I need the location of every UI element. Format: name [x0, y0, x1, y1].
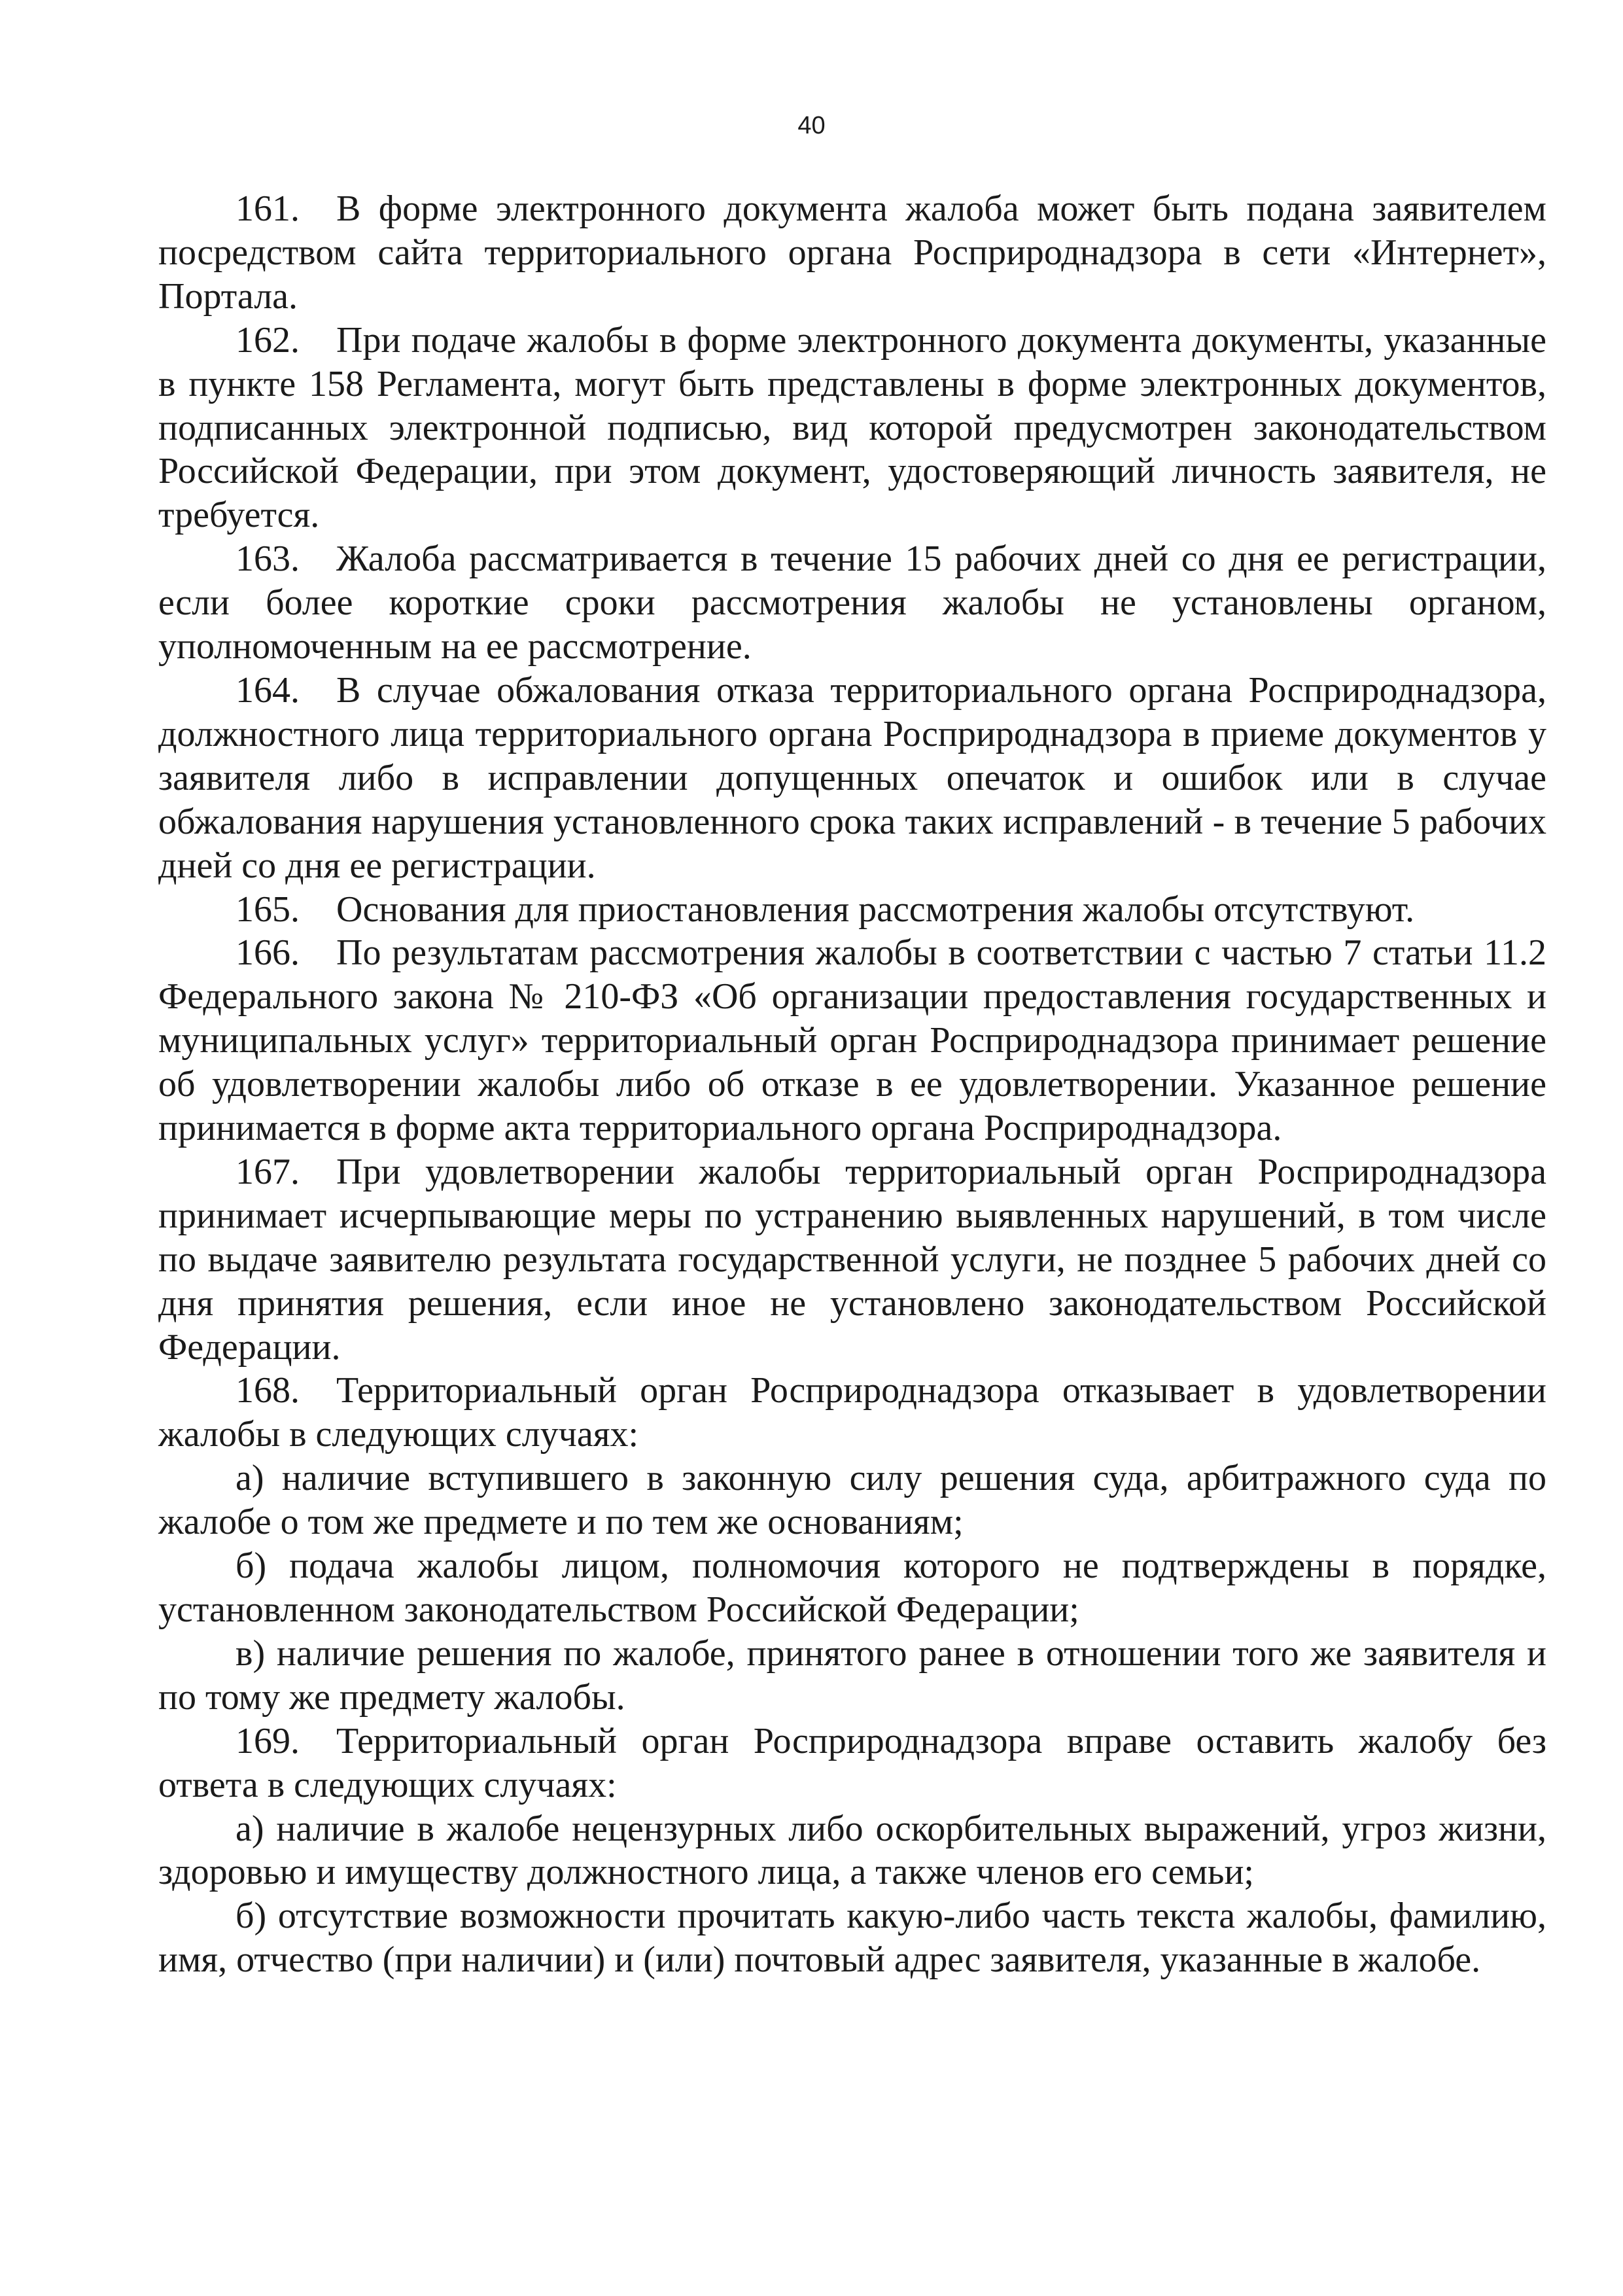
paragraph-169: 169. Территориальный орган Росприроднадзора вправе оставить жалобу без ответа в следующих случаях: [158, 1720, 1546, 1805]
paragraph-161: 161. В форме электронного документа жалоба может быть подана заявителем посредством сайта территориального органа Росприроднадзора в сети «Интернет», Портала. [158, 188, 1546, 317]
paragraph-169-b: б) отсутствие возможности прочитать какую-либо часть текста жалобы, фамилию, имя, отчество (при наличии) и (или) почтовый адрес заявителя, указанные в жалобе. [158, 1896, 1546, 1981]
paragraph-168-a: а) наличие вступившего в законную силу решения суда, арбитражного суда по жалобе о том же предмете и по тем же основаниям; [158, 1458, 1546, 1543]
page-number: 40 [797, 112, 826, 139]
document-body [158, 187, 1546, 1982]
paragraph-164: 164. В случае обжалования отказа территориального органа Росприроднадзора, должностного лица территориального органа Росприроднадзора в приеме документов у заявителя либо в исправлении допущенных опечаток и ошибок или в случае обжалования нарушения установленного срока таких исправлений - в течение 5 рабочих дней со дня ее регистрации. [158, 669, 1546, 886]
paragraph-162: 162. При подаче жалобы в форме электронного документа документы, указанные в пункте 158 Регламента, могут быть представлены в форме электронных документов, подписанных электронной подписью, вид которой предусмотрен законодательством Российской Федерации, при этом документ, удостоверяющий личность заявителя, не требуется. [158, 319, 1546, 536]
paragraph-168-b: б) подача жалобы лицом, полномочия которого не подтверждены в порядке, установленном законодательством Российской Федерации; [158, 1545, 1546, 1630]
paragraph-169-a: а) наличие в жалобе нецензурных либо оскорбительных выражений, угроз жизни, здоровью и имуществу должностного лица, а также членов его семьи; [158, 1808, 1546, 1893]
paragraph-168: 168. Территориальный орган Росприроднадзора отказывает в удовлетворении жалобы в следующих случаях: [158, 1370, 1546, 1455]
paragraph-168-v: в) наличие решения по жалобе, принятого ранее в отношении того же заявителя и по тому же предмету жалобы. [158, 1633, 1546, 1718]
paragraph-165: 165. Основания для приостановления рассмотрения жалобы отсутствуют. [236, 889, 1415, 930]
paragraph-166: 166. По результатам рассмотрения жалобы в соответствии с частью 7 статьи 11.2 Федерального закона № 210-ФЗ «Об организации предоставления государственных и муниципальных услуг» территориальный орган Росприроднадзора принимает решение об удовлетворении жалобы либо об отказе в ее удовлетворении. Указанное решение принимается в форме акта территориального органа Росприроднадзора. [158, 932, 1546, 1149]
paragraph-167: 167. При удовлетворении жалобы территориальный орган Росприроднадзора принимает исчерпывающие меры по устранению выявленных нарушений, в том числе по выдаче заявителю результата государственной услуги, не позднее 5 рабочих дней со дня принятия решения, если иное не установлено законодательством Российской Федерации. [158, 1151, 1546, 1368]
paragraph-163: 163. Жалоба рассматривается в течение 15 рабочих дней со дня ее регистрации, если более короткие сроки рассмотрения жалобы не установлены органом, уполномоченным на ее рассмотрение. [158, 539, 1546, 667]
